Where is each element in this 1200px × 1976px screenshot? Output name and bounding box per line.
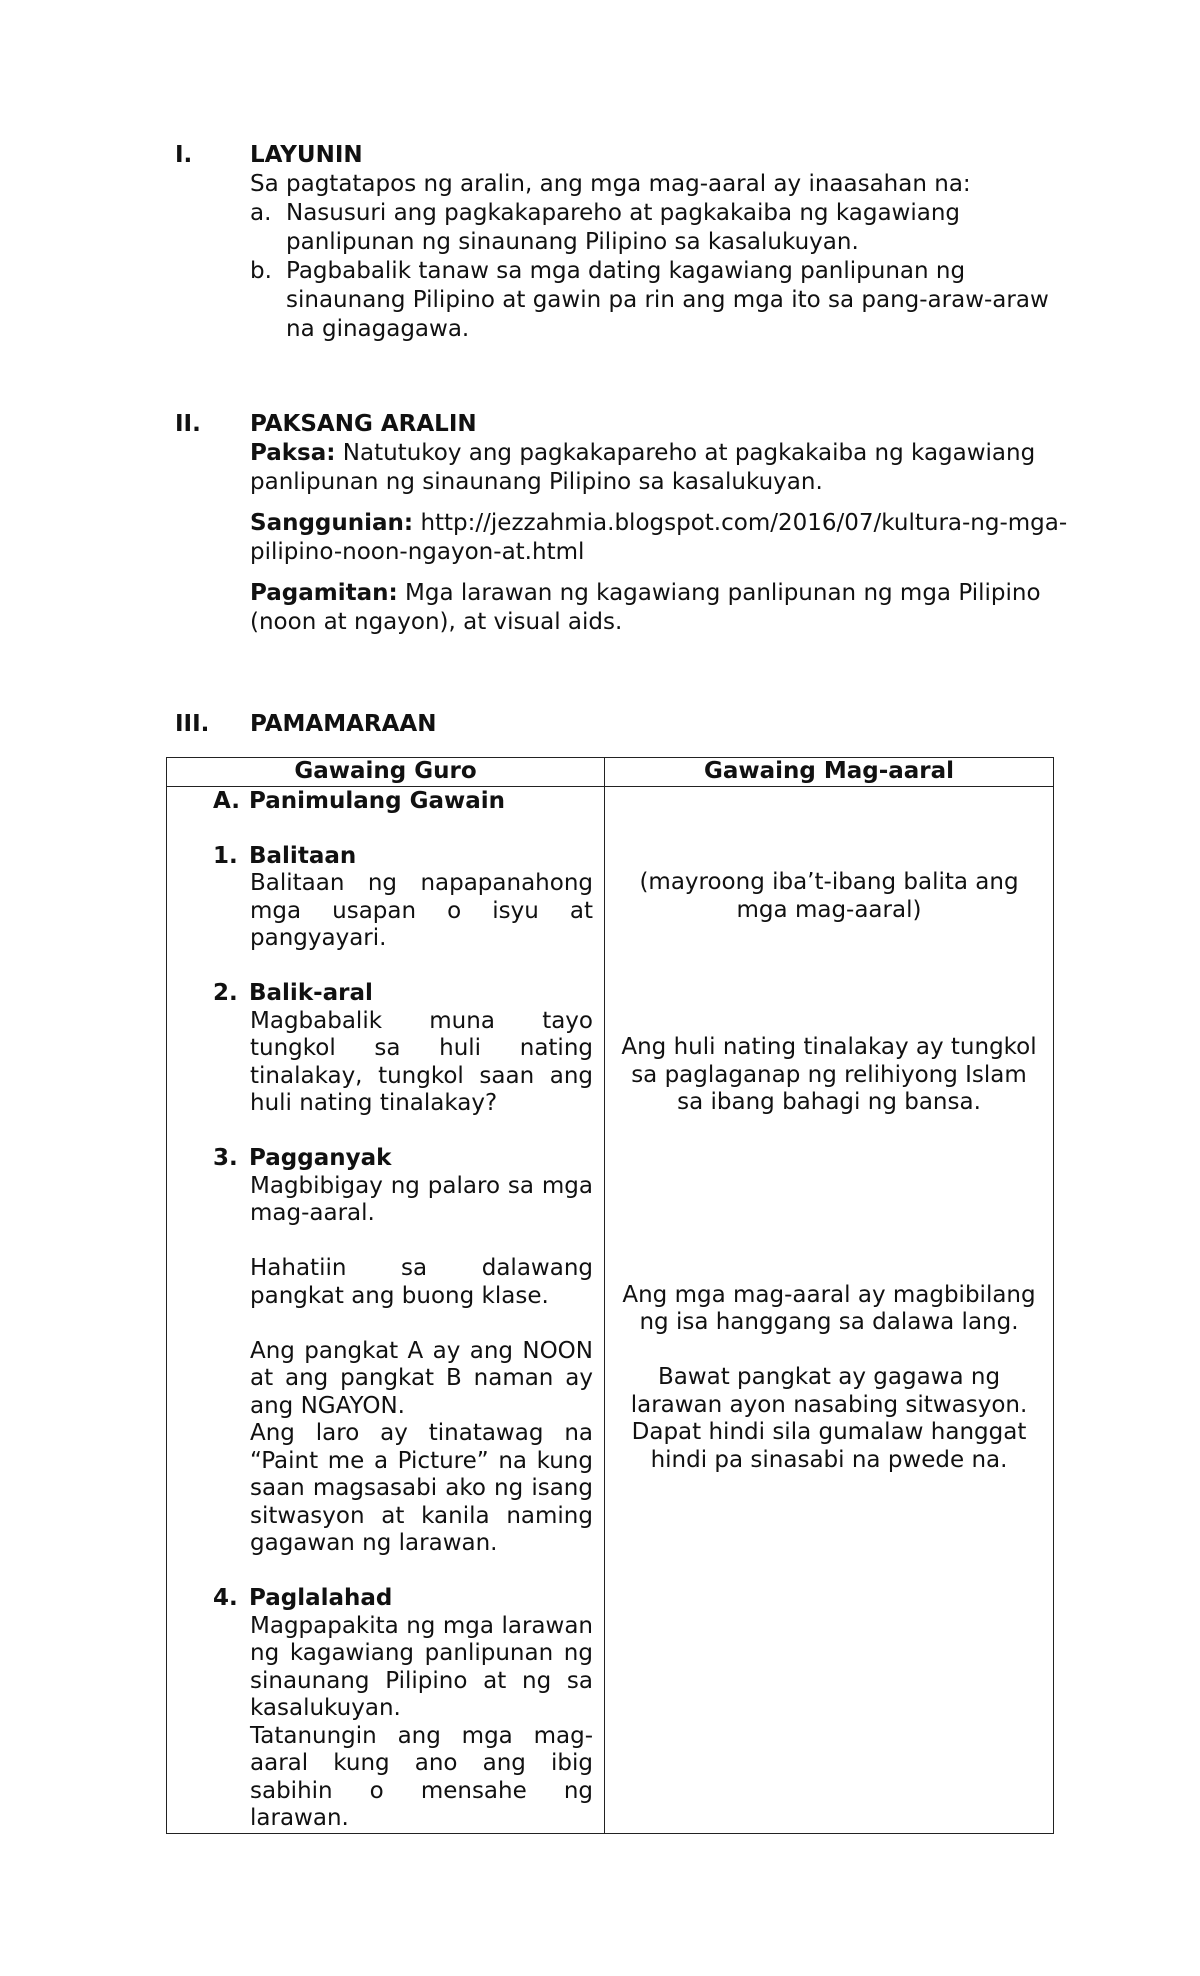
step-text: Balitaan ng napapanahong mga usapan o isyu at pangyayari. [250,870,593,951]
step-title: Paglalahad [249,1585,393,1611]
section-a-title: Panimulang Gawain [249,787,506,814]
step-heading [178,843,593,871]
paksa-paragraph [250,439,1070,497]
magaaral-cell [605,786,1054,1833]
sanggunian-paragraph [250,509,1070,567]
step-heading [178,980,593,1008]
step-text: Hahatiin sa dalawang pangkat ang buong klase. [250,1255,593,1309]
column-header-guro: Gawaing Guro [167,758,605,787]
step-title: Balik-aral [249,980,373,1006]
section-title: PAMAMARAAN [250,711,437,737]
list-marker: a. [250,200,272,226]
step-text: Magpapakita ng mga larawan ng kagawiang panlipunan ng sinaunang Pilipino at ng sa kasalukuyan. [250,1612,593,1721]
step-number: 2. [213,980,238,1006]
list-item [250,257,1070,344]
lesson-procedure-table [166,757,1054,1834]
list-text: Pagbabalik tanaw sa mga dating kagawiang panlipunan ng sinaunang Pilipino at gawin pa rin ang mga ito sa pang-araw-araw na ginagagawa. [286,258,1049,342]
sanggunian-link: http://jezzahmia.blogspot.com/2016/07/kultura-ng-mga-pilipino-noon-ngayon-at.html [250,510,1068,565]
step-number: 4. [213,1585,238,1611]
guro-cell [167,786,605,1833]
list-marker: b. [250,258,272,284]
step-heading [178,1145,593,1173]
column-header-magaaral: Gawaing Mag-aaral [605,758,1054,787]
sanggunian-label: Sanggunian: [250,510,414,536]
paksa-label: Paksa: [250,440,336,466]
pagamitan-text: Mga larawan ng kagawiang panlipunan ng mga Pilipino (noon at ngayon), at visual aids. [250,580,1041,635]
step-text: Magbabalik muna tayo tungkol sa huli nating tinalakay, tungkol saan ang huli nating tinalakay? [250,1007,593,1116]
response-pagganyak-2: Bawat pangkat ay gagawa ng larawan ayon nasabing sitwasyon. Dapat hindi sila gumalaw hanggat hindi pa sinasabi na pwede na. [630,1364,1028,1473]
section-numeral: II. [175,411,201,437]
table-header-row [167,758,1054,787]
step-number: 1. [213,842,238,869]
response-balik-aral: Ang huli nating tinalakay ay tungkol sa paglaganap ng relihiyong Islam sa ibang bahagi ng bansa. [621,1034,1037,1115]
step-text: Tatanungin ang mga mag-aaral kung ano ang ibig sabihin o mensahe ng larawan. [250,1722,593,1831]
step-text: Magbibigay ng palaro sa mga mag-aaral. [250,1172,593,1226]
response-pagganyak-1: Ang mga mag-aaral ay magbibilang ng isa hanggang sa dalawa lang. [622,1281,1036,1335]
step-heading [178,1585,593,1613]
step-number: 3. [213,1145,238,1171]
response-balitaan: (mayroong iba’t-ibang balita ang mga mag-aaral) [639,869,1019,923]
section-a-marker: A. [213,787,240,814]
list-item [250,199,1070,257]
section-title: LAYUNIN [250,142,363,168]
section-title: PAKSANG ARALIN [250,411,477,437]
list-text: Nasusuri ang pagkakapareho at pagkakaiba ng kagawiang panlipunan ng sinaunang Pilipino sa kasalukuyan. [286,200,961,255]
paksa-text: Natutukoy ang pagkakapareho at pagkakaiba ng kagawiang panlipunan ng sinaunang Pilipino sa kasalukuyan. [250,440,1036,495]
step-text: Ang laro ay tinatawag na “Paint me a Picture” na kung saan magsasabi ako ng isang sitwasyon at kanila naming gagawan ng larawan. [250,1420,593,1556]
step-title: Pagganyak [249,1145,392,1171]
layunin-intro: Sa pagtatapos ng aralin, ang mga mag-aaral ay inaasahan na: [250,171,971,197]
pagamitan-label: Pagamitan: [250,580,398,606]
section-a-heading [178,788,593,816]
section-numeral: III. [175,711,210,737]
section-numeral: I. [175,142,193,168]
step-text: Ang pangkat A ay ang NOON at ang pangkat B naman ay ang NGAYON. [250,1337,593,1419]
table-row [167,786,1054,1833]
step-title: Balitaan [249,842,357,869]
pagamitan-paragraph [250,579,1070,637]
